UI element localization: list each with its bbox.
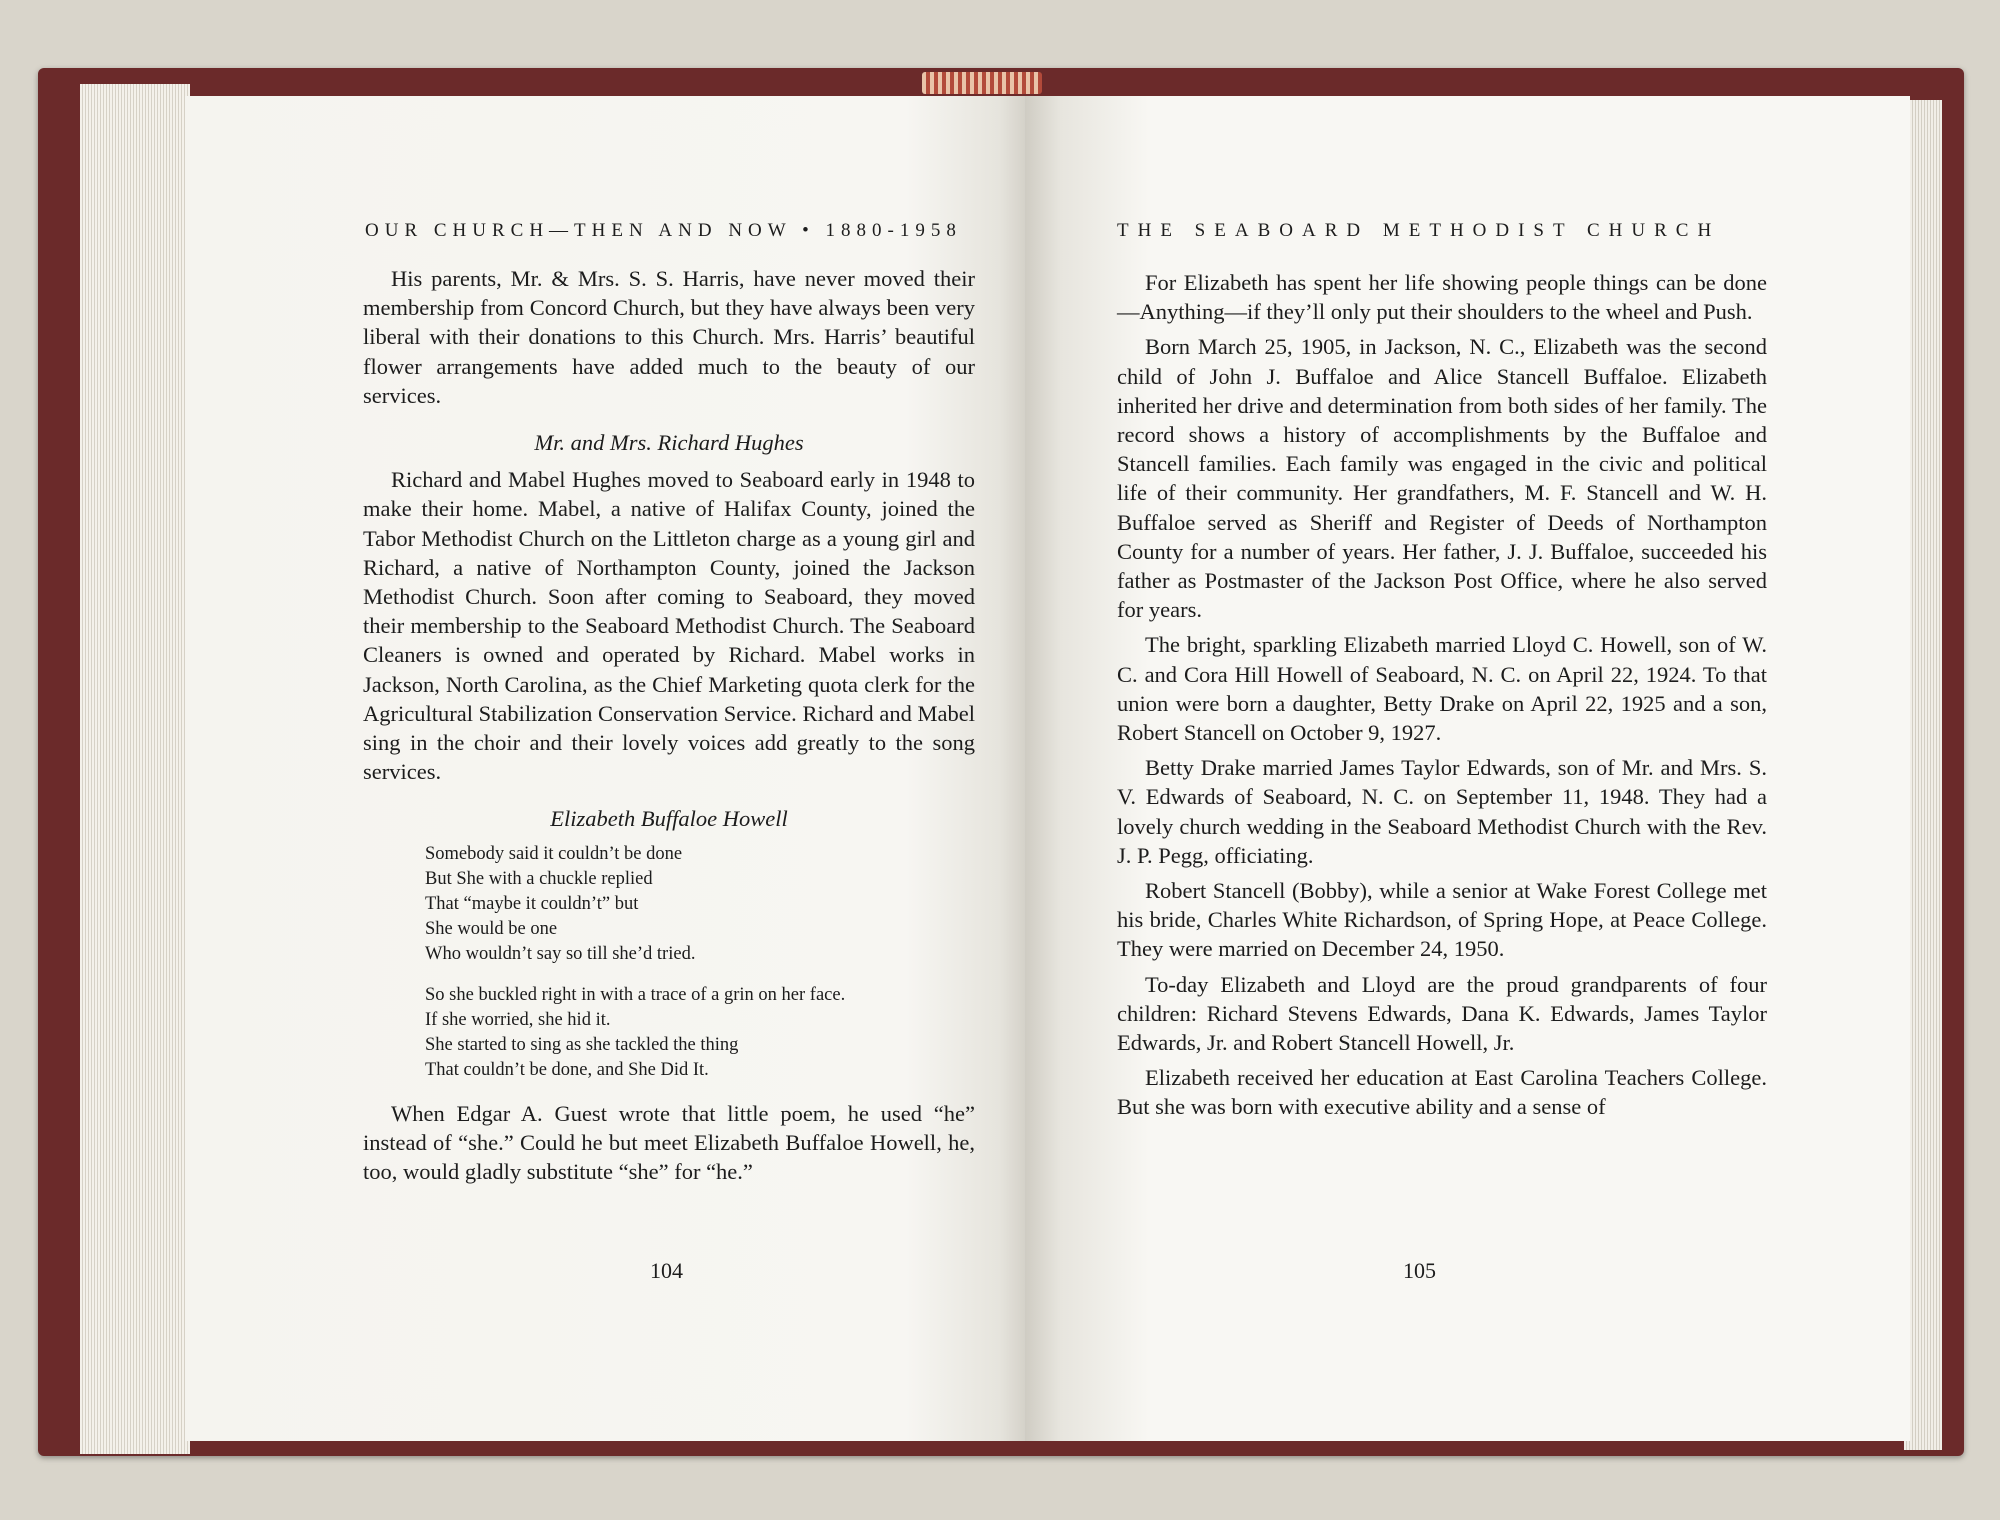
right-paragraph-7: Elizabeth received her education at East Carolina Teachers College. But she was born with executive ability and a sense of xyxy=(1117,1065,1767,1120)
right-running-head: THE SEABOARD METHODIST CHURCH xyxy=(1117,220,1721,241)
left-paragraph-2: Richard and Mabel Hughes moved to Seaboard early in 1948 to make their home. Mabel, a native of Halifax County, joined the Tabor Methodist Church on the Littleton charge as a young girl and Richard, a native of Northampton County, joined the Jackson Methodist Church. Soon after coming to Seaboard, they moved their membership to the Seaboard Methodist Church. The Seaboard Cleaners is owned and operated by Richard. Mabel works in Jackson, North Carolina, as the Chief Marketing quota clerk for the Agricultural Stabilization Conservation Service. Richard and Mabel sing in the choir and their lovely voices add greatly to the song services. xyxy=(363,467,975,785)
poem xyxy=(425,842,975,1083)
right-paragraph-3: The bright, sparkling Elizabeth married Lloyd C. Howell, son of W. C. and Cora Hill Howell of Seaboard, N. C. on April 22, 1924. To that union were born a daughter, Betty Drake on April 22, 1925 and a son, Robert Stancell on October 9, 1927. xyxy=(1117,632,1767,746)
poem-stanza-1 xyxy=(425,842,975,967)
right-paragraph-2: Born March 25, 1905, in Jackson, N. C., Elizabeth was the second child of John J. Buffaloe and Alice Stancell Buffaloe. Elizabeth inherited her drive and determination from both sides of her family. The record shows a history of accomplishments by the Buffaloe and Stancell families. Each family was engaged in the civic and political life of their community. Her grandfathers, M. F. Stancell and W. H. Buffaloe served as Sheriff and Register of Deeds of Northampton County for a number of years. Her father, J. J. Buffaloe, succeeded his father as Postmaster of the Jackson Post Office, where he also served for years. xyxy=(1117,334,1767,623)
right-paragraph-4: Betty Drake married James Taylor Edwards, son of Mr. and Mrs. S. V. Edwards of Seaboard, N. C. on September 11, 1948. They had a lovely church wedding in the Seaboard Methodist Church with the Rev. J. P. Pegg, officiating. xyxy=(1117,755,1767,868)
poem-line: She started to sing as she tackled the thing xyxy=(425,1034,739,1055)
page-edges-left xyxy=(80,84,190,1454)
right-page xyxy=(1025,96,1910,1441)
left-paragraph-3: When Edgar A. Guest wrote that little poem, he used “he” instead of “she.” Could he but meet Elizabeth Buffaloe Howell, he, too, would gladly substitute “she” for “he.” xyxy=(363,1100,975,1185)
right-paragraph-6: To-day Elizabeth and Lloyd are the proud grandparents of four children: Richard Stevens Edwards, Dana K. Edwards, James Taylor Edwards, Jr. and Robert Stancell Howell, Jr. xyxy=(1117,971,1767,1056)
left-page-text xyxy=(363,264,975,1192)
poem-line: She would be one xyxy=(425,918,558,939)
left-page-number: 104 xyxy=(650,1258,683,1283)
poem-line: That “maybe it couldn’t” but xyxy=(425,893,639,914)
poem-line: Who wouldn’t say so till she’d tried. xyxy=(425,943,696,964)
subhead-elizabeth-howell: Elizabeth Buffaloe Howell xyxy=(550,806,788,832)
left-paragraph-1: His parents, Mr. & Mrs. S. S. Harris, have never moved their membership from Concord Church, but they have always been very liberal with their donations to this Church. Mrs. Harris’ beautiful flower arrangements have added much to the beauty of our services. xyxy=(363,266,975,408)
right-paragraph-1: For Elizabeth has spent her life showing people things can be done—Anything—if they’ll only put their shoulders to the wheel and Push. xyxy=(1117,270,1767,325)
subhead-richard-hughes: Mr. and Mrs. Richard Hughes xyxy=(534,430,804,456)
left-page xyxy=(185,96,1033,1441)
left-running-head: OUR CHURCH—THEN AND NOW • 1880-1958 xyxy=(365,220,962,241)
poem-line: So she buckled right in with a trace of a grin on her face. xyxy=(425,984,846,1005)
right-paragraph-5: Robert Stancell (Bobby), while a senior at Wake Forest College met his bride, Charles White Richardson, of Spring Hope, at Peace College. They were married on December 24, 1950. xyxy=(1117,878,1767,962)
right-page-number: 105 xyxy=(1403,1258,1436,1283)
right-page-text xyxy=(1117,268,1767,1128)
poem-stanza-2 xyxy=(425,983,975,1083)
poem-line: Somebody said it couldn’t be done xyxy=(425,843,683,864)
poem-line: But She with a chuckle replied xyxy=(425,868,653,889)
poem-line: If she worried, she hid it. xyxy=(425,1009,611,1030)
book-headband xyxy=(922,72,1042,94)
poem-line: That couldn’t be done, and She Did It. xyxy=(425,1059,709,1080)
